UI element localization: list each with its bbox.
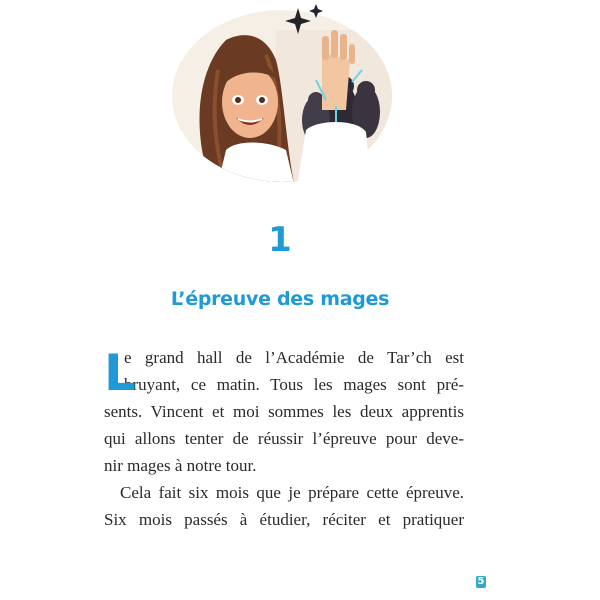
text-line: Cela fait six mois que je prépare cette épreuve. — [120, 483, 464, 502]
text-line: bruyant, ce matin. Tous les mages sont pré- — [124, 375, 464, 394]
page-number: 5 — [477, 576, 485, 587]
text-line: nir mages à notre tour. — [104, 456, 257, 475]
text-line: e grand hall de l’Académie de Tar’ch est — [124, 348, 464, 367]
chapter-body — [104, 344, 464, 533]
chapter-number: 1 — [268, 220, 292, 260]
text-line: sents. Vincent et moi sommes les deux apprentis — [104, 402, 464, 421]
text-line: qui allons tenter de réussir l’épreuve pour deve- — [104, 429, 464, 448]
text-line: Six mois passés à étudier, réciter et pratiquer — [104, 510, 464, 529]
chapter-illustration — [166, 0, 398, 192]
drop-cap: L — [104, 344, 136, 402]
chapter-title: L’épreuve des mages — [170, 288, 390, 310]
